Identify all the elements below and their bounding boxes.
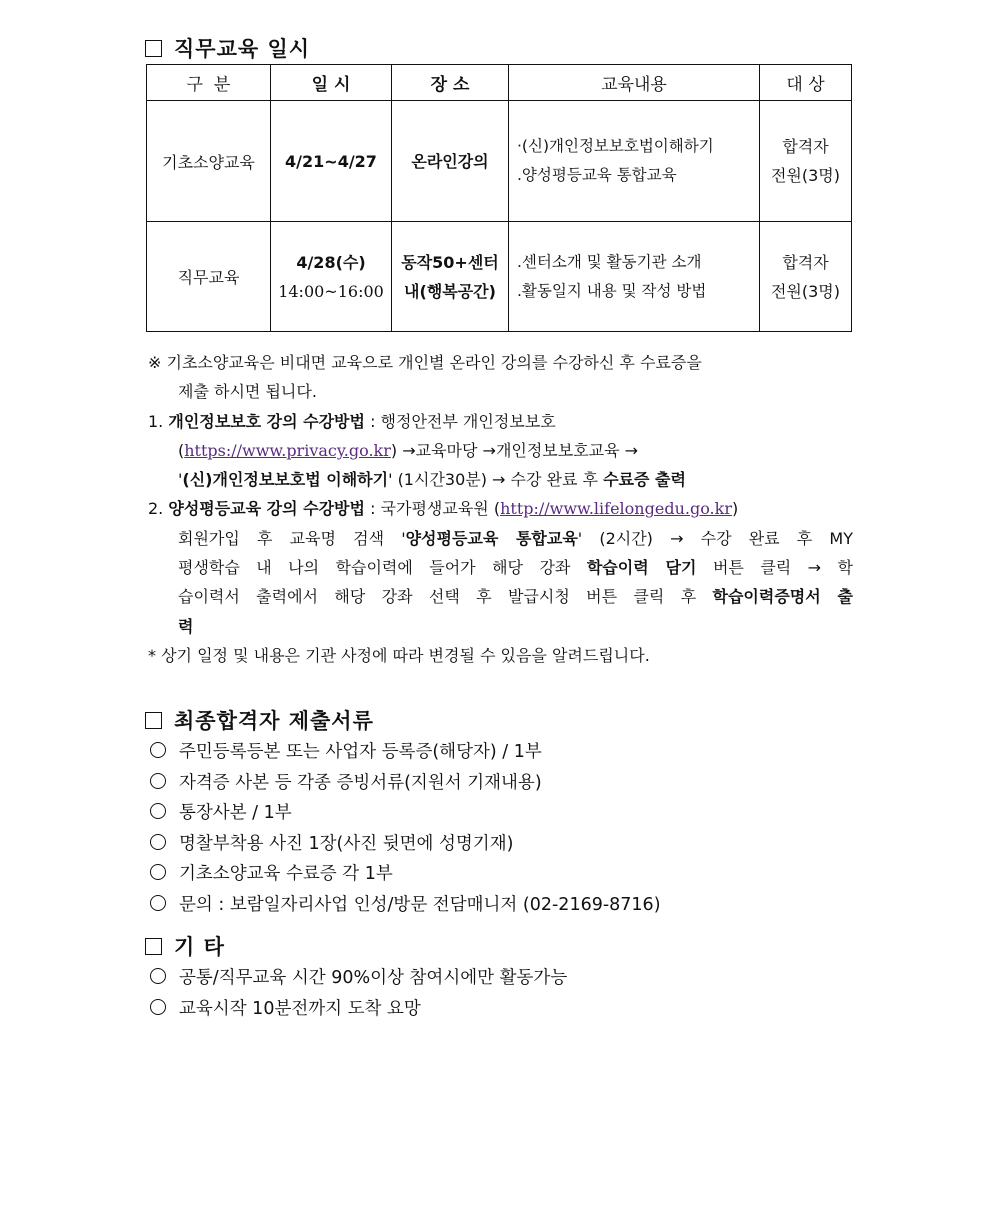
note-gender-course: 2. 양성평등교육 강의 수강방법 : 국가평생교육원 (http://www.lifelongedu.go.kr) bbox=[148, 499, 739, 519]
etc-list bbox=[150, 963, 567, 1024]
table-row bbox=[147, 101, 852, 222]
note-gender-line1: 회원가입 후 교육명 검색 '양성평등교육 통합교육' (2시간) → 수강 완료 후 MY bbox=[178, 528, 853, 548]
note-privacy-cert: '(신)개인정보보호법 이해하기' (1시간30분) → 수강 완료 후 수료증 출력 bbox=[178, 470, 686, 490]
header-target: 대 상 bbox=[760, 65, 852, 101]
lifelongedu-site-link[interactable]: http://www.lifelongedu.go.kr bbox=[500, 499, 732, 519]
cell-target: 합격자 전원(3명) bbox=[760, 101, 852, 222]
content-line: .센터소개 및 활동기관 소개 bbox=[517, 252, 702, 271]
list-item: 공통/직무교육 시간 90%이상 참여시에만 활동가능 bbox=[150, 963, 567, 994]
list-item: 자격증 사본 등 각종 증빙서류(지원서 기재내용) bbox=[150, 768, 661, 799]
content-line: ·(신)개인정보보호법이해하기 bbox=[517, 137, 714, 155]
circle-bullet-icon bbox=[150, 999, 166, 1015]
circle-bullet-icon bbox=[150, 773, 166, 789]
header-date: 일 시 bbox=[271, 65, 392, 101]
circle-bullet-icon bbox=[150, 803, 166, 819]
section-title-etc: 기 타 bbox=[145, 931, 225, 961]
note-gender-line2: 평생학습 내 나의 학습이력에 들어가 해당 강좌 학습이력 담기 버튼 클릭 → 학 bbox=[178, 558, 853, 578]
notes-block bbox=[148, 348, 853, 670]
header-category: 구 분 bbox=[147, 65, 271, 101]
circle-bullet-icon bbox=[150, 968, 166, 984]
note-online-line2: 제출 하시면 됩니다. bbox=[178, 382, 317, 402]
header-place: 장 소 bbox=[392, 65, 509, 101]
cell-date: 4/21~4/27 bbox=[271, 101, 392, 222]
list-item: 명찰부착용 사진 1장(사진 뒷면에 성명기재) bbox=[150, 829, 661, 860]
circle-bullet-icon bbox=[150, 895, 166, 911]
cell-target: 합격자 전원(3명) bbox=[760, 222, 852, 332]
documents-list bbox=[150, 737, 661, 920]
checkbox-square-icon bbox=[145, 712, 162, 729]
schedule-table bbox=[146, 64, 852, 332]
cell-content bbox=[509, 101, 760, 222]
circle-bullet-icon bbox=[150, 834, 166, 850]
cell-category: 직무교육 bbox=[147, 222, 271, 332]
cell-content bbox=[509, 222, 760, 332]
table-row bbox=[147, 222, 852, 332]
section-title-documents: 최종합격자 제출서류 bbox=[145, 705, 374, 735]
section-title-schedule: 직무교육 일시 bbox=[145, 33, 310, 63]
checkbox-square-icon bbox=[145, 40, 162, 57]
cell-date: 4/28(수) 14:00~16:00 bbox=[271, 222, 392, 332]
list-item: 문의 : 보람일자리사업 인성/방문 전담매니저 (02-2169-8716) bbox=[150, 890, 661, 921]
note-online-line: ※ 기초소양교육은 비대면 교육으로 개인별 온라인 강의를 수강하신 후 수료증을 bbox=[148, 353, 702, 372]
circle-bullet-icon bbox=[150, 742, 166, 758]
note-gender-line3: 습이력서 출력에서 해당 강좌 선택 후 발급시청 버튼 클릭 후 학습이력증명서 출 bbox=[178, 587, 854, 607]
header-content: 교육내용 bbox=[509, 65, 760, 101]
content-line: .활동일지 내용 및 작성 방법 bbox=[517, 281, 707, 300]
table-header-row bbox=[147, 65, 852, 101]
cell-category: 기초소양교육 bbox=[147, 101, 271, 222]
list-item: 기초소양교육 수료증 각 1부 bbox=[150, 859, 661, 890]
list-item: 통장사본 / 1부 bbox=[150, 798, 661, 829]
note-gender-line4: 력 bbox=[178, 616, 194, 636]
circle-bullet-icon bbox=[150, 864, 166, 880]
content-line: .양성평등교육 통합교육 bbox=[517, 166, 677, 184]
note-privacy-path: (https://www.privacy.go.kr) →교육마당 →개인정보보호교육 → bbox=[178, 440, 639, 460]
list-item: 주민등록등본 또는 사업자 등록증(해당자) / 1부 bbox=[150, 737, 661, 768]
checkbox-square-icon bbox=[145, 938, 162, 955]
privacy-site-link[interactable]: https://www.privacy.go.kr bbox=[184, 440, 391, 460]
note-privacy-course: 1. 개인정보보호 강의 수강방법 : 행정안전부 개인정보보호 bbox=[148, 411, 556, 431]
note-schedule-change: * 상기 일정 및 내용은 기관 사정에 따라 변경될 수 있음을 알려드립니다. bbox=[148, 645, 650, 665]
cell-place: 온라인강의 bbox=[392, 101, 509, 222]
cell-place: 동작50+센터 내(행복공간) bbox=[392, 222, 509, 332]
list-item: 교육시작 10분전까지 도착 요망 bbox=[150, 994, 567, 1025]
